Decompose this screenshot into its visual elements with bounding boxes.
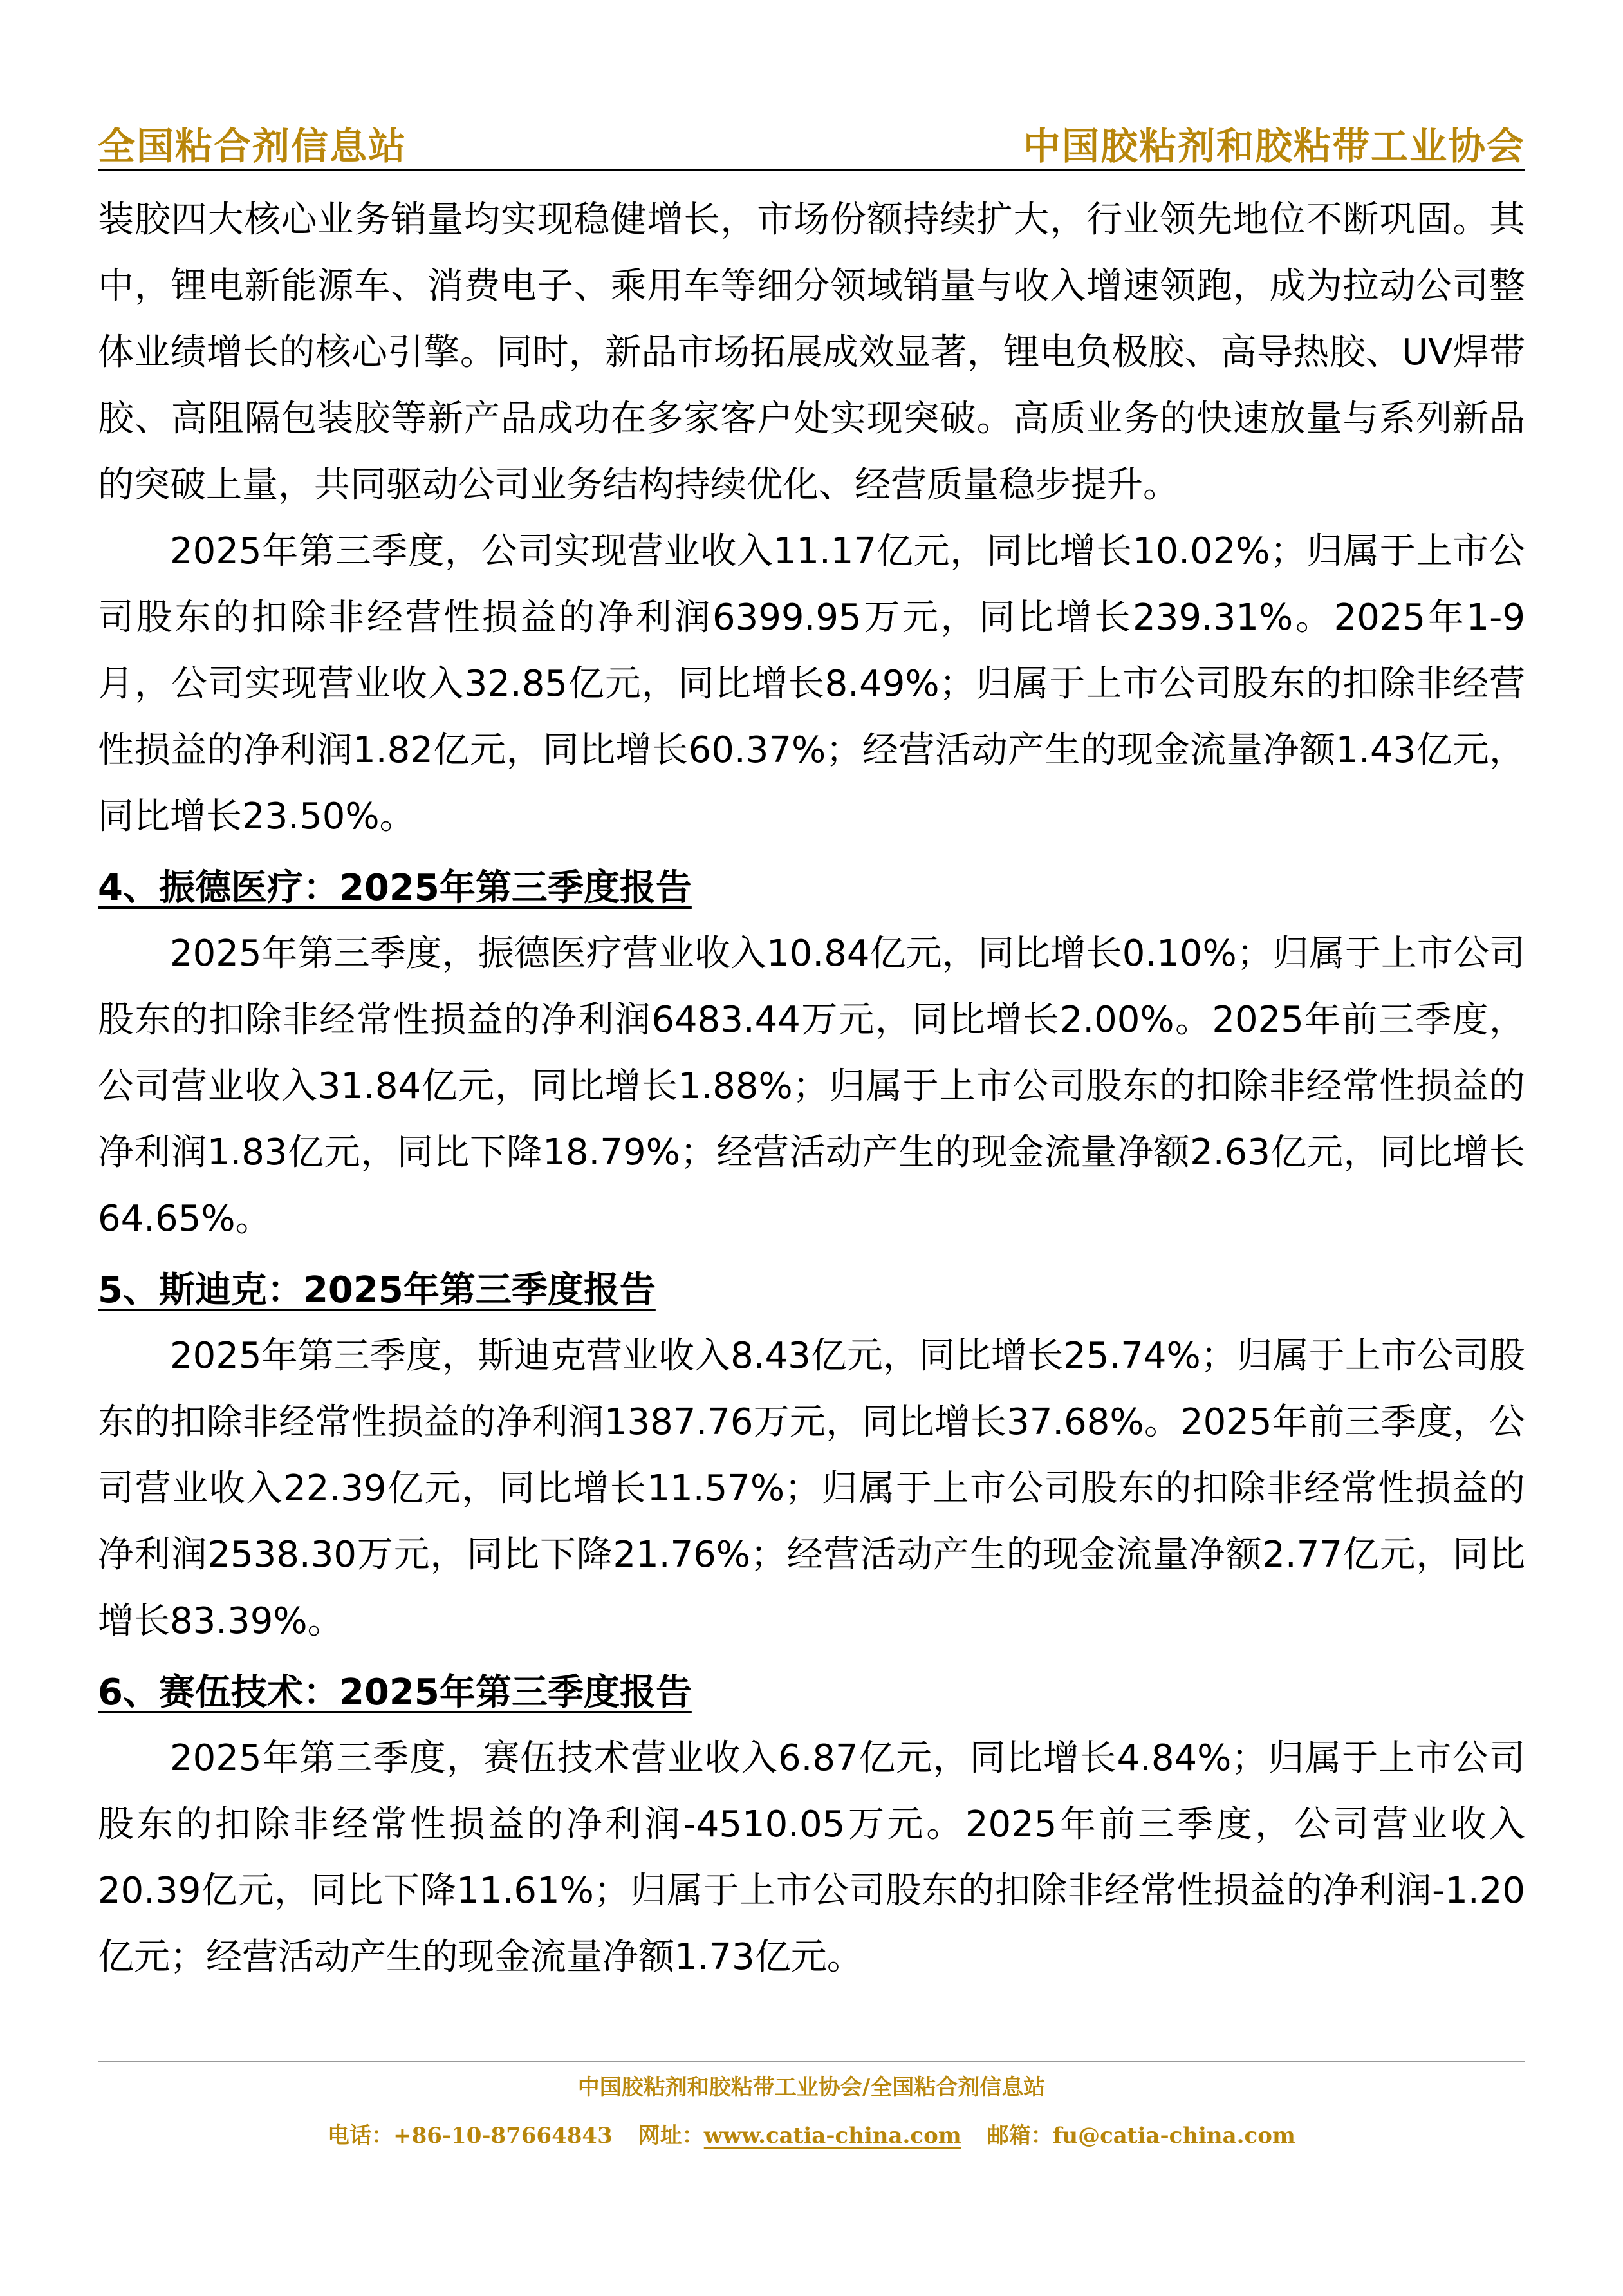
- header-divider: [98, 169, 1525, 171]
- section-heading-4: 4、振德医疗：2025年第三季度报告: [98, 867, 692, 909]
- footer-email: 邮箱：fu@catia-china.com: [987, 2123, 1295, 2149]
- paragraph-sidike: 2025年第三季度，斯迪克营业收入8.43亿元，同比增长25.74%；归属于上市公司股东的扣除非经常性损益的净利润1387.76万元，同比增长37.68%。2025年前三季度，公司营业收入22.39亿元，同比增长11.57%；归属于上市公司股东的扣除非经常性损益的净利润2538.30万元，同比下降21.76%；经营活动产生的现金流量净额2.77亿元，同比增长83.39%。: [98, 1335, 1525, 1642]
- document-body: [98, 187, 1525, 1990]
- paragraph-zhende-medical: 2025年第三季度，振德医疗营业收入10.84亿元，同比增长0.10%；归属于上市公司股东的扣除非经常性损益的净利润6483.44万元，同比增长2.00%。2025年前三季度，公司营业收入31.84亿元，同比增长1.88%；归属于上市公司股东的扣除非经常性损益的净利润1.83亿元，同比下降18.79%；经营活动产生的现金流量净额2.63亿元，同比增长64.65%。: [98, 933, 1525, 1240]
- section-heading-6: 6、赛伍技术：2025年第三季度报告: [98, 1672, 692, 1713]
- header-right-title: 中国胶粘剂和胶粘带工业协会: [1023, 124, 1525, 168]
- footer-website-link[interactable]: www.catia-china.com: [703, 2123, 961, 2149]
- footer-phone: 电话：+86-10-87664843: [328, 2123, 613, 2149]
- footer-organization: 中国胶粘剂和胶粘带工业协会/全国粘合剂信息站: [577, 2075, 1046, 2100]
- section-heading-5: 5、斯迪克：2025年第三季度报告: [98, 1269, 656, 1311]
- paragraph-continued: 装胶四大核心业务销量均实现稳健增长，市场份额持续扩大，行业领先地位不断巩固。其中，锂电新能源车、消费电子、乘用车等细分领域销量与收入增速领跑，成为拉动公司整体业绩增长的核心引擎。同时，新品市场拓展成效显著，锂电负极胶、高导热胶、UV焊带胶、高阻隔包装胶等新产品成功在多家客户处实现突破。高质业务的快速放量与系列新品的突破上量，共同驱动公司业务结构持续优化、经营质量稳步提升。: [98, 199, 1525, 506]
- header-left-title: 全国粘合剂信息站: [98, 124, 407, 168]
- footer-divider: [98, 2061, 1525, 2062]
- paragraph-q3-results-company3: 2025年第三季度，公司实现营业收入11.17亿元，同比增长10.02%；归属于上市公司股东的扣除非经营性损益的净利润6399.95万元，同比增长239.31%。2025年1-9月，公司实现营业收入32.85亿元，同比增长8.49%；归属于上市公司股东的扣除非经营性损益的净利润1.82亿元，同比增长60.37%；经营活动产生的现金流量净额1.43亿元，同比增长23.50%。: [98, 530, 1525, 837]
- paragraph-saiwu-tech: 2025年第三季度，赛伍技术营业收入6.87亿元，同比增长4.84%；归属于上市公司股东的扣除非经常性损益的净利润-4510.05万元。2025年前三季度，公司营业收入20.39亿元，同比下降11.61%；归属于上市公司股东的扣除非经常性损益的净利润-1.20亿元；经营活动产生的现金流量净额1.73亿元。: [98, 1737, 1525, 1978]
- footer-contact: [0, 2118, 1623, 2149]
- footer-website-label: 网址：: [638, 2123, 704, 2149]
- page-header: [98, 109, 1525, 167]
